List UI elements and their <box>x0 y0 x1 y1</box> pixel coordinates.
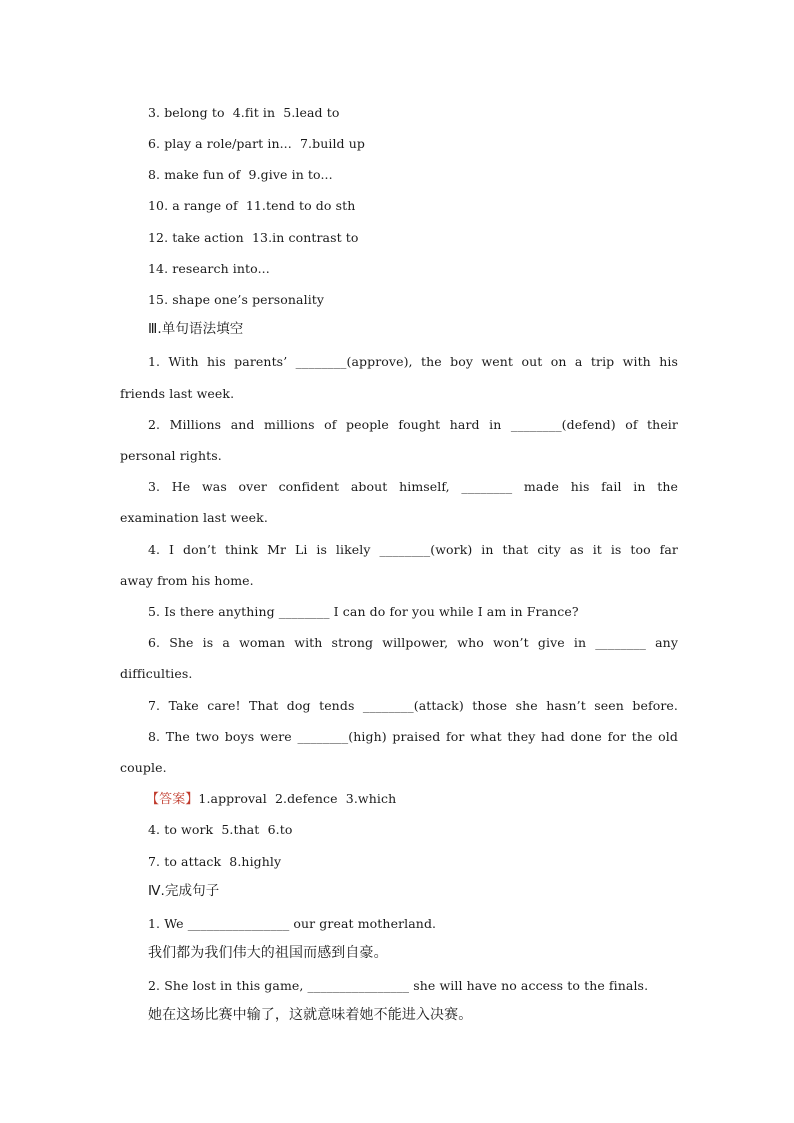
question-line: 2. Millions and millions of people fought hard in ________(defend) of their <box>148 417 678 432</box>
answer-text: 1.approval 2.defence 3.which <box>198 791 397 806</box>
question-line: couple. <box>120 760 167 775</box>
translation-line: 我们都为我们伟大的祖国而感到自豪。 <box>148 945 388 961</box>
question-line: 5. Is there anything ________ I can do for you while I am in France? <box>148 604 579 619</box>
answer-line: 4. to work 5.that 6.to <box>148 822 293 837</box>
question-line: friends last week. <box>120 386 235 401</box>
question-line: 7. Take care! That dog tends ________(attack) those she hasn’t seen before. <box>148 698 678 713</box>
question-line: away from his home. <box>120 573 254 588</box>
phrase-line: 12. take action 13.in contrast to <box>148 230 359 245</box>
question-line: 1. We ________________ our great motherland. <box>148 916 437 931</box>
phrase-line: 6. play a role/part in... 7.build up <box>148 136 365 151</box>
question-line: 8. The two boys were ________(high) praised for what they had done for the old <box>148 729 678 744</box>
question-line: personal rights. <box>120 448 222 463</box>
answer-line: 7. to attack 8.highly <box>148 854 282 869</box>
phrase-line: 10. a range of 11.tend to do sth <box>148 198 356 213</box>
translation-line: 她在这场比赛中输了，这就意味着她不能进入决赛。 <box>148 1007 473 1023</box>
question-line: 6. She is a woman with strong willpower, who won’t give in ________ any <box>148 635 678 650</box>
section-heading-grammar: Ⅲ.单句语法填空 <box>148 321 244 337</box>
question-line: 2. She lost in this game, ________________ she will have no access to the finals. <box>148 978 649 993</box>
question-line: 4. I don’t think Mr Li is likely ________(work) in that city as it is too far <box>148 542 678 557</box>
section-heading-complete-sentences: Ⅳ.完成句子 <box>148 883 220 899</box>
question-line: 1. With his parents’ ________(approve), the boy went out on a trip with his <box>148 354 678 369</box>
phrase-line: 14. research into... <box>148 261 270 276</box>
answer-line <box>146 791 706 808</box>
question-line: examination last week. <box>120 510 268 525</box>
phrase-line: 3. belong to 4.fit in 5.lead to <box>148 105 340 120</box>
phrase-line: 15. shape one’s personality <box>148 292 325 307</box>
question-line: 3. He was over confident about himself, ________ made his fail in the <box>148 479 678 494</box>
answer-label: 【答案】 <box>146 792 199 807</box>
phrase-line: 8. make fun of 9.give in to... <box>148 167 333 182</box>
question-line: difficulties. <box>120 666 193 681</box>
